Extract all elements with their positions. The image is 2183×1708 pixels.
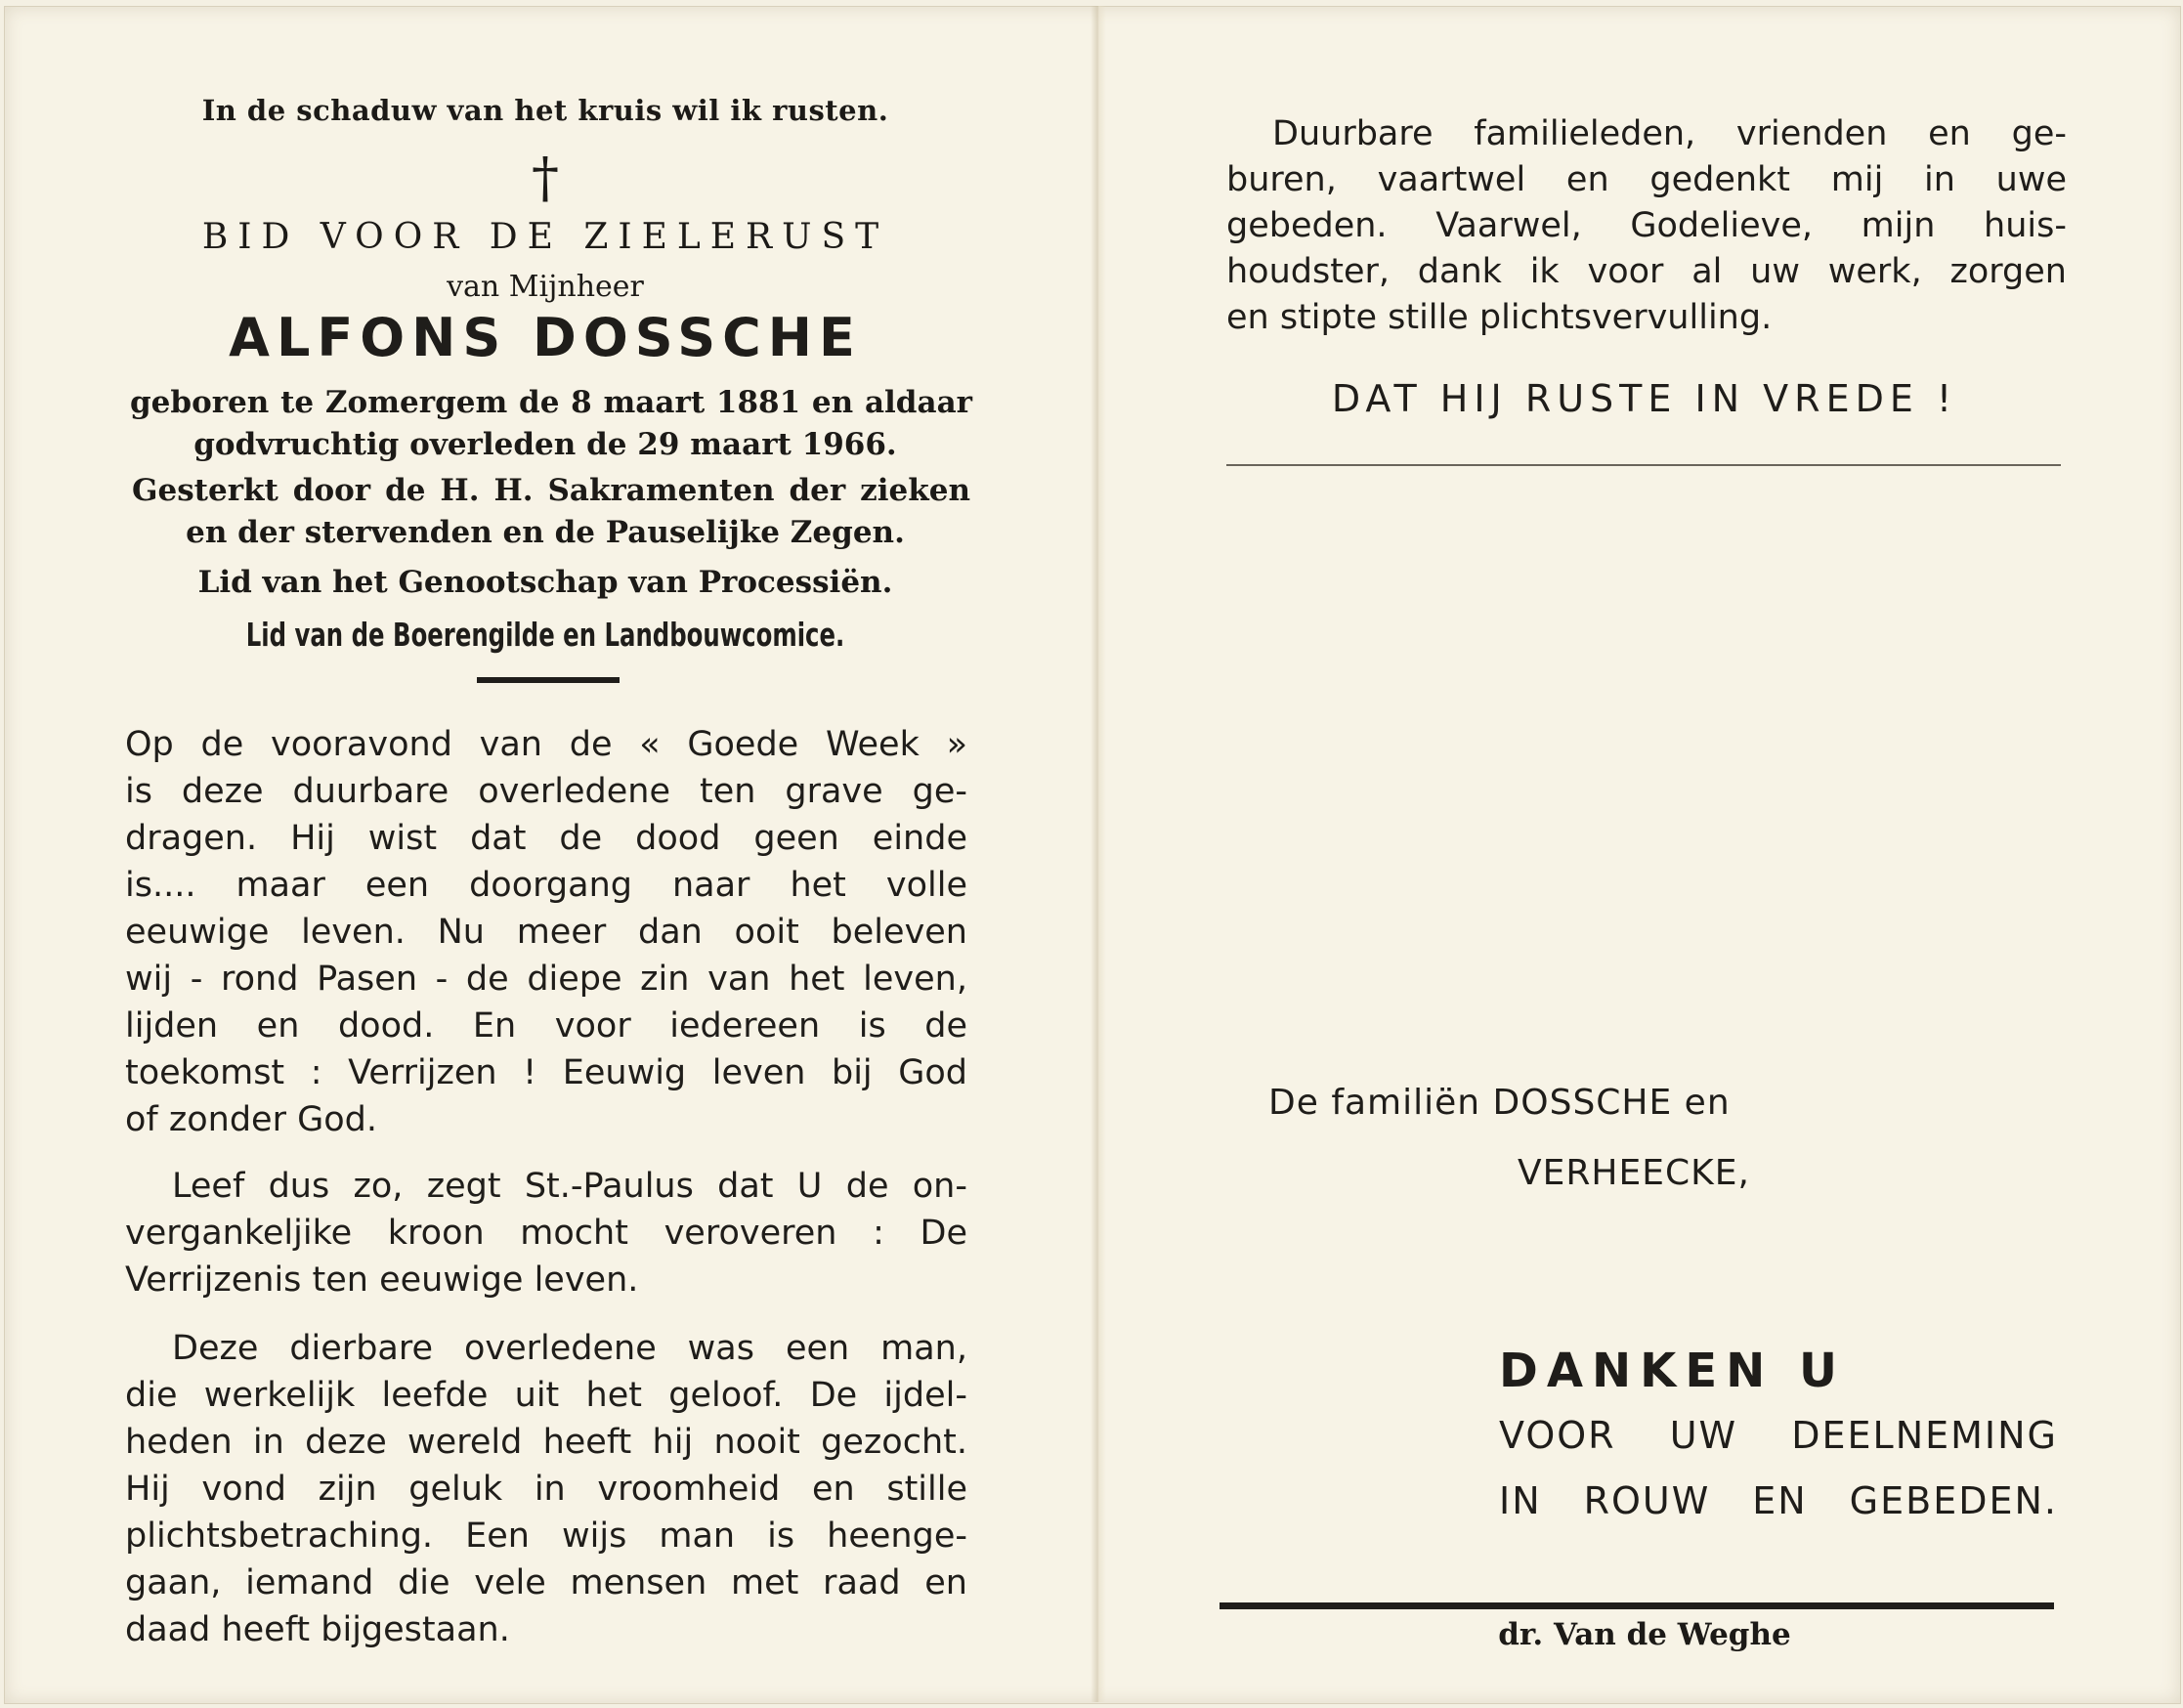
- sacraments-line-1: Gesterkt door de H. H. Sakramenten der zieken: [132, 473, 970, 508]
- card-fold: [1091, 6, 1106, 1702]
- farewell-line-4: houdster, dank ik voor al uw werk, zorgen: [1226, 252, 2067, 291]
- para1-line-9: of zonder God.: [125, 1100, 377, 1139]
- para3-line-2: die werkelijk leefde uit het geloof. De ijdel-: [125, 1376, 967, 1415]
- life-line-2: godvruchtig overleden de 29 maart 1966.: [193, 427, 897, 462]
- thanks-line-1: VOOR UW DEELNEMING: [1499, 1414, 2058, 1457]
- para1-line-1: Op de vooravond van de « Goede Week »: [125, 725, 967, 764]
- para3-line-6: gaan, iemand die vele mensen met raad en: [125, 1563, 967, 1602]
- para1-line-3: dragen. Hij wist dat de dood geen einde: [125, 819, 967, 858]
- life-line-1: geboren te Zomergem de 8 maart 1881 en aldaar: [130, 385, 972, 420]
- farewell-line-2: buren, vaartwel en gedenkt mij in uwe: [1226, 160, 2067, 199]
- para1-line-2: is deze duurbare overledene ten grave ge-: [125, 772, 967, 811]
- bottom-divider: [1220, 1602, 2054, 1609]
- honorific: van Mijnheer: [447, 270, 644, 304]
- printer-credit: dr. Van de Weghe: [1498, 1617, 1791, 1652]
- divider: [477, 677, 620, 683]
- sacraments-line-2: en der stervenden en de Pauselijke Zegen.: [186, 515, 905, 550]
- thin-divider: [1226, 464, 2061, 466]
- para2-line-3: Verrijzenis ten eeuwige leven.: [125, 1260, 639, 1300]
- farewell-line-3: gebeden. Vaarwel, Godelieve, mijn huis-: [1226, 206, 2067, 245]
- motto: In de schaduw van het kruis wil ik rusten.: [201, 94, 889, 127]
- cross-icon: †: [532, 147, 559, 210]
- thanks-heading: DANKEN U: [1499, 1344, 1847, 1398]
- para1-line-6: wij - rond Pasen - de diepe zin van het leven,: [125, 960, 967, 999]
- para1-line-8: toekomst : Verrijzen ! Eeuwig leven bij God: [125, 1053, 967, 1092]
- para1-line-5: eeuwige leven. Nu meer dan ooit beleven: [125, 913, 967, 952]
- para3-line-3: heden in deze wereld heeft hij nooit gezocht.: [125, 1423, 967, 1462]
- families-line-1: De familiën DOSSCHE en: [1268, 1083, 1731, 1123]
- membership-1: Lid van het Genootschap van Processiën.: [197, 565, 893, 600]
- families-line-2: VERHEECKE,: [1518, 1153, 1750, 1193]
- para3-line-1: Deze dierbare overledene was een man,: [172, 1329, 967, 1368]
- farewell-line-1: Duurbare familieleden, vrienden en ge-: [1272, 114, 2067, 153]
- para2-line-2: vergankeljike kroon mocht veroveren : De: [125, 1214, 967, 1253]
- rest-in-peace: DAT HIJ RUSTE IN VREDE !: [1331, 377, 1958, 420]
- para3-line-5: plichtsbetraching. Een wijs man is heenge-: [125, 1516, 967, 1556]
- deceased-name: ALFONS DOSSCHE: [229, 307, 862, 368]
- farewell-line-5: en stipte stille plichtsvervulling.: [1226, 298, 1773, 337]
- prayer-heading: BID VOOR DE ZIELERUST: [201, 217, 889, 257]
- para3-line-4: Hij vond zijn geluk in vroomheid en stille: [125, 1470, 967, 1509]
- membership-2: Lid van de Boerengilde en Landbouwcomice.: [245, 616, 845, 654]
- para3-line-7: daad heeft bijgestaan.: [125, 1610, 510, 1649]
- para2-line-1: Leef dus zo, zegt St.-Paulus dat U de on-: [172, 1167, 967, 1206]
- para1-line-4: is.... maar een doorgang naar het volle: [125, 866, 967, 905]
- thanks-line-2: IN ROUW EN GEBEDEN.: [1499, 1479, 2058, 1522]
- para1-line-7: lijden en dood. En voor iedereen is de: [125, 1006, 967, 1046]
